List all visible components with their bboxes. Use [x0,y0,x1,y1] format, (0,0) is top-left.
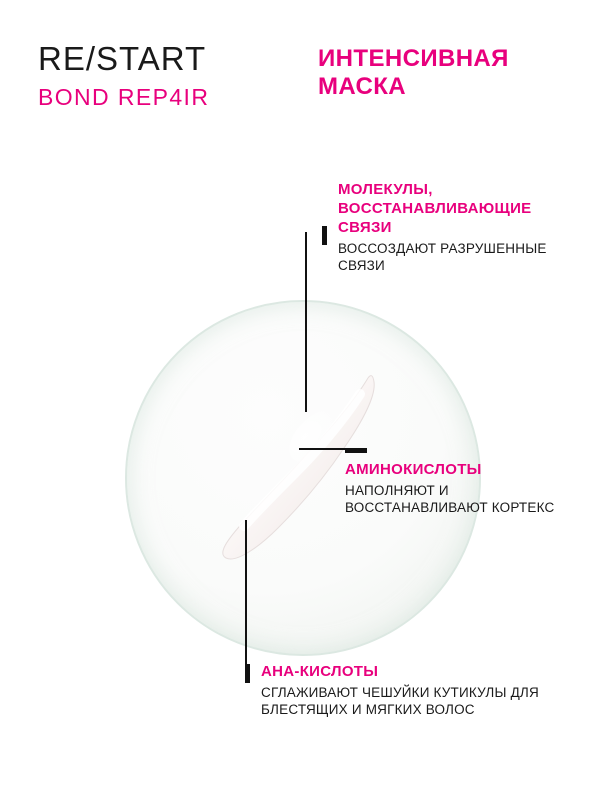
callout-tick-icon [345,448,367,453]
brand-name: RE/START [38,40,207,77]
page-title: ИНТЕНСИВНАЯ МАСКА [318,45,509,100]
leader-line-aha [245,520,247,664]
callout-bonds [322,180,582,274]
callout-amino-description: НАПОЛНЯЮТ И ВОССТАНАВЛИВАЮТ КОРТЕКС [345,483,555,515]
callout-amino-body [345,460,575,516]
callout-aha-body [245,662,545,718]
callout-aha-description: СГЛАЖИВАЮТ ЧЕШУЙКИ КУТИКУЛЫ ДЛЯ БЛЕСТЯЩИХ И МЯГКИХ ВОЛОС [261,685,539,717]
callout-tick-icon [245,664,250,683]
brand-product-line: BOND REP4IR [38,84,210,110]
callout-aha [245,662,545,718]
callout-tick-icon [322,226,327,245]
leader-line-bonds [305,232,307,412]
callout-aha-title: AHA-КИСЛОТЫ [261,663,379,680]
callout-amino-title: АМИНОКИСЛОТЫ [345,461,482,478]
callout-bonds-description: ВОССОЗДАЮТ РАЗРУШЕННЫЕ СВЯЗИ [338,241,547,273]
leader-line-amino [299,448,345,450]
callout-bonds-body [322,180,582,274]
callout-bonds-title: МОЛЕКУЛЫ, ВОССТАНАВЛИВАЮЩИЕ СВЯЗИ [338,181,532,236]
callout-amino [345,460,575,516]
